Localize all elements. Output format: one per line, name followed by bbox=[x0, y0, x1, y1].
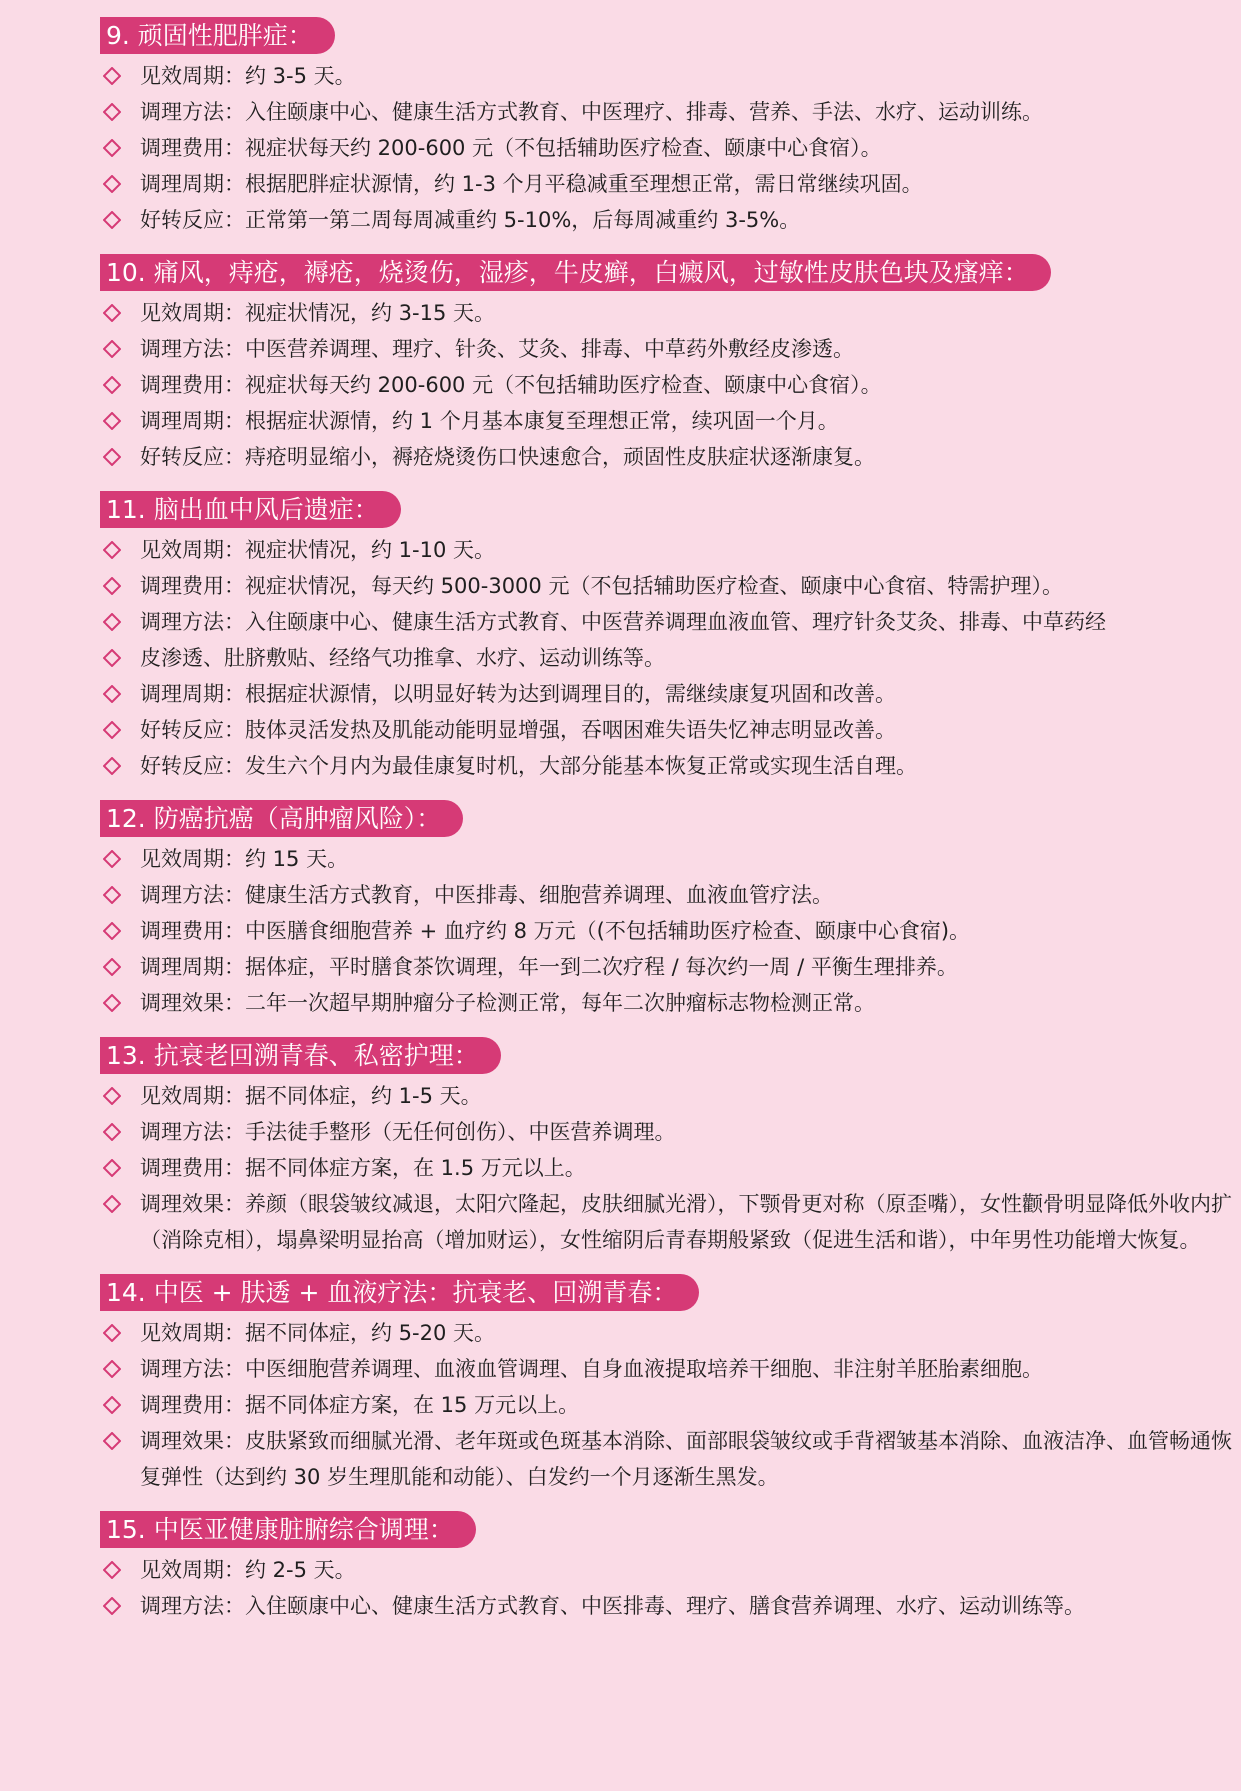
diamond-outline-icon bbox=[103, 568, 131, 604]
list-item: 调理方法：入住颐康中心、健康生活方式教育、中医理疗、排毒、营养、手法、水疗、运动训练。 bbox=[0, 94, 1241, 130]
section-title: 9. 顽固性肥胖症： bbox=[100, 17, 335, 54]
diamond-outline-icon bbox=[103, 295, 131, 331]
diamond-outline-icon bbox=[103, 1423, 131, 1459]
list-item: 调理周期：据体症，平时膳食茶饮调理，年一到二次疗程 / 每次约一周 / 平衡生理排养。 bbox=[0, 949, 1241, 985]
section-title: 15. 中医亚健康脏腑综合调理： bbox=[100, 1511, 476, 1548]
section-title: 12. 防癌抗癌（高肿瘤风险）： bbox=[100, 800, 463, 837]
list-item: 见效周期：约 2-5 天。 bbox=[0, 1552, 1241, 1588]
section-title: 13. 抗衰老回溯青春、私密护理： bbox=[100, 1037, 501, 1074]
list-item: 见效周期：视症状情况，约 3-15 天。 bbox=[0, 295, 1241, 331]
diamond-outline-icon bbox=[103, 985, 131, 1021]
item-list bbox=[0, 1315, 1241, 1495]
diamond-outline-icon bbox=[103, 913, 131, 949]
diamond-outline-icon bbox=[103, 1552, 131, 1588]
diamond-outline-icon bbox=[103, 1186, 131, 1222]
item-list bbox=[0, 532, 1241, 784]
item-list bbox=[0, 58, 1241, 238]
list-item: 调理费用：视症状情况，每天约 500-3000 元（不包括辅助医疗检查、颐康中心食宿、特需护理）。 bbox=[0, 568, 1241, 604]
list-item: 调理周期：根据肥胖症状源情，约 1-3 个月平稳减重至理想正常，需日常继续巩固。 bbox=[0, 166, 1241, 202]
list-item: 见效周期：据不同体症，约 5-20 天。 bbox=[0, 1315, 1241, 1351]
list-item: 调理效果：二年一次超早期肿瘤分子检测正常，每年二次肿瘤标志物检测正常。 bbox=[0, 985, 1241, 1021]
list-item: 调理周期：根据症状源情，约 1 个月基本康复至理想正常，续巩固一个月。 bbox=[0, 403, 1241, 439]
list-item: 调理方法：中医细胞营养调理、血液血管调理、自身血液提取培养干细胞、非注射羊胚胎素细胞。 bbox=[0, 1351, 1241, 1387]
diamond-outline-icon bbox=[103, 532, 131, 568]
section-10 bbox=[0, 254, 1241, 475]
list-item: 调理费用：视症状每天约 200-600 元（不包括辅助医疗检查、颐康中心食宿）。 bbox=[0, 367, 1241, 403]
diamond-outline-icon bbox=[103, 94, 131, 130]
list-item: 调理费用：视症状每天约 200-600 元（不包括辅助医疗检查、颐康中心食宿）。 bbox=[0, 130, 1241, 166]
list-item: 好转反应：肢体灵活发热及肌能动能明显增强，吞咽困难失语失忆神志明显改善。 bbox=[0, 712, 1241, 748]
item-list bbox=[0, 1078, 1241, 1258]
diamond-outline-icon bbox=[103, 331, 131, 367]
section-15 bbox=[0, 1511, 1241, 1624]
diamond-outline-icon bbox=[103, 877, 131, 913]
diamond-outline-icon bbox=[103, 166, 131, 202]
list-item: 调理方法：手法徒手整形（无任何创伤）、中医营养调理。 bbox=[0, 1114, 1241, 1150]
list-item: 皮渗透、肚脐敷贴、经络气功推拿、水疗、运动训练等。 bbox=[0, 640, 1241, 676]
list-item: 调理费用：中医膳食细胞营养 + 血疗约 8 万元（(不包括辅助医疗检查、颐康中心食宿)。 bbox=[0, 913, 1241, 949]
diamond-outline-icon bbox=[103, 1150, 131, 1186]
diamond-outline-icon bbox=[103, 1315, 131, 1351]
diamond-outline-icon bbox=[103, 439, 131, 475]
list-item: 调理方法：中医营养调理、理疗、针灸、艾灸、排毒、中草药外敷经皮渗透。 bbox=[0, 331, 1241, 367]
section-title: 14. 中医 + 肤透 + 血液疗法：抗衰老、回溯青春： bbox=[100, 1274, 699, 1311]
list-item: 见效周期：约 3-5 天。 bbox=[0, 58, 1241, 94]
list-item: 调理方法：入住颐康中心、健康生活方式教育、中医排毒、理疗、膳食营养调理、水疗、运动训练等。 bbox=[0, 1588, 1241, 1624]
list-item: 调理效果：养颜（眼袋皱纹减退，太阳穴隆起，皮肤细腻光滑），下颚骨更对称（原歪嘴），女性颧骨明显降低外收内扩（消除克相），塌鼻梁明显抬高（增加财运），女性缩阴后青春期般紧致（促进生活和谐），中年男性功能增大恢复。 bbox=[0, 1186, 1241, 1258]
diamond-outline-icon bbox=[103, 1351, 131, 1387]
section-title: 10. 痛风，痔疮，褥疮，烧烫伤，湿疹，牛皮癣，白癜风，过敏性皮肤色块及瘙痒： bbox=[100, 254, 1051, 291]
list-item: 见效周期：视症状情况，约 1-10 天。 bbox=[0, 532, 1241, 568]
diamond-outline-icon bbox=[103, 640, 131, 676]
diamond-outline-icon bbox=[103, 1114, 131, 1150]
list-item: 调理费用：据不同体症方案，在 15 万元以上。 bbox=[0, 1387, 1241, 1423]
list-item: 调理方法：健康生活方式教育，中医排毒、细胞营养调理、血液血管疗法。 bbox=[0, 877, 1241, 913]
diamond-outline-icon bbox=[103, 403, 131, 439]
diamond-outline-icon bbox=[103, 1078, 131, 1114]
section-12 bbox=[0, 800, 1241, 1021]
list-item: 见效周期：约 15 天。 bbox=[0, 841, 1241, 877]
section-title: 11. 脑出血中风后遗症： bbox=[100, 491, 401, 528]
section-13 bbox=[0, 1037, 1241, 1258]
item-list bbox=[0, 295, 1241, 475]
diamond-outline-icon bbox=[103, 841, 131, 877]
diamond-outline-icon bbox=[103, 1588, 131, 1624]
section-9 bbox=[0, 17, 1241, 238]
diamond-outline-icon bbox=[103, 676, 131, 712]
list-item: 好转反应：正常第一第二周每周减重约 5-10%，后每周减重约 3-5%。 bbox=[0, 202, 1241, 238]
section-11 bbox=[0, 491, 1241, 784]
list-item: 调理方法：入住颐康中心、健康生活方式教育、中医营养调理血液血管、理疗针灸艾灸、排毒、中草药经 bbox=[0, 604, 1241, 640]
list-item: 调理效果：皮肤紧致而细腻光滑、老年斑或色斑基本消除、面部眼袋皱纹或手背褶皱基本消除、血液洁净、血管畅通恢复弹性（达到约 30 岁生理肌能和动能）、白发约一个月逐渐生黑发。 bbox=[0, 1423, 1241, 1495]
list-item: 好转反应：痔疮明显缩小，褥疮烧烫伤口快速愈合，顽固性皮肤症状逐渐康复。 bbox=[0, 439, 1241, 475]
item-list bbox=[0, 841, 1241, 1021]
diamond-outline-icon bbox=[103, 367, 131, 403]
list-item: 见效周期：据不同体症，约 1-5 天。 bbox=[0, 1078, 1241, 1114]
diamond-outline-icon bbox=[103, 202, 131, 238]
list-item: 调理费用：据不同体症方案，在 1.5 万元以上。 bbox=[0, 1150, 1241, 1186]
diamond-outline-icon bbox=[103, 58, 131, 94]
diamond-outline-icon bbox=[103, 130, 131, 166]
diamond-outline-icon bbox=[103, 604, 131, 640]
diamond-outline-icon bbox=[103, 1387, 131, 1423]
diamond-outline-icon bbox=[103, 712, 131, 748]
section-14 bbox=[0, 1274, 1241, 1495]
list-item: 调理周期：根据症状源情，以明显好转为达到调理目的，需继续康复巩固和改善。 bbox=[0, 676, 1241, 712]
item-list bbox=[0, 1552, 1241, 1624]
diamond-outline-icon bbox=[103, 748, 131, 784]
diamond-outline-icon bbox=[103, 949, 131, 985]
list-item: 好转反应：发生六个月内为最佳康复时机，大部分能基本恢复正常或实现生活自理。 bbox=[0, 748, 1241, 784]
